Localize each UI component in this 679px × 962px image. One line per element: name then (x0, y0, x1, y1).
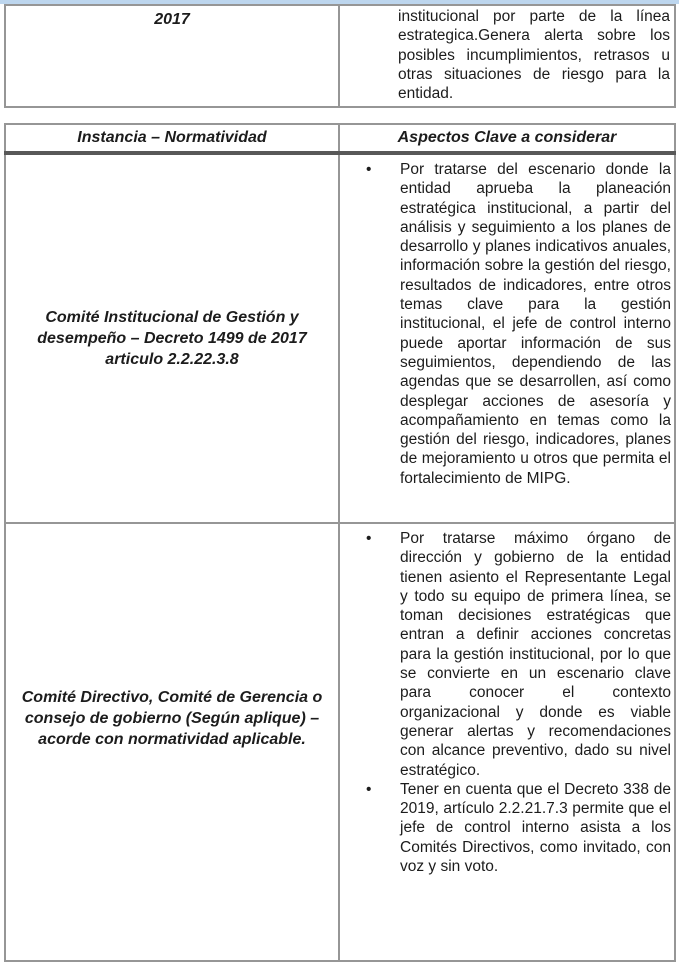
table-header-row (5, 124, 675, 153)
header-instancia-normatividad: Instancia – Normatividad (5, 124, 339, 153)
table-row (5, 153, 675, 523)
aspecto-paragraph: Por tratarse máximo órgano de dirección y gobierno de la entidad tienen asiento el Representante Legal y todo su equipo de primera línea, se toman decisiones estratégicas que entran a definir acciones concretas para la gestión institucional, por lo que se convierte en un escenario clave para conocer el contexto organizacional y donde es viable generar alertas y recomendaciones con alcance preventivo, dado su nivel estratégico. (400, 530, 671, 779)
instancia-cell-comite-institucional (5, 153, 339, 523)
instancia-text: Comité Directivo, Comité de Gerencia o consejo de gobierno (Según aplique) – acorde con normatividad aplicable. (21, 688, 323, 748)
continuation-table (4, 4, 676, 108)
aspecto-paragraph: Por tratarse del escenario donde la entidad aprueba la planeación estratégica institucional, a partir del análisis y seguimiento a los planes de desarrollo y planes indicativos anuales, información sobre la gestión del riesgo, resultados de indicadores, entre otros temas clave para la gestión institucional, el jefe de control interno puede aportar información de sus seguimientos, dependiendo de las agendas que se desarrollen, así como desplegar acciones de asesoría y acompañamiento en temas como la gestión del riesgo, indicadores, planes de mejoramiento u otros que permita el fortalecimiento de MIPG. (400, 161, 671, 487)
table-row (5, 5, 675, 107)
continuation-paragraph: institucional por parte de la línea estrategica.Genera alerta sobre los posibles incumplimientos, retrasos u otras situaciones de riesgo para la entidad. (398, 8, 670, 103)
aspectos-cell (339, 153, 675, 523)
instancia-normatividad-table (4, 123, 676, 962)
continuation-year-text: 2017 (154, 11, 190, 28)
bullet-item (340, 529, 671, 780)
document-page (4, 4, 674, 962)
bullet-icon: • (366, 161, 372, 178)
bullet-item (340, 160, 671, 488)
continuation-left-cell (5, 5, 339, 107)
table-row (5, 523, 675, 961)
instancia-cell-comite-directivo (5, 523, 339, 961)
instancia-text: Comité Institucional de Gestión y desempeño – Decreto 1499 de 2017 articulo 2.2.22.3.8 (37, 309, 307, 368)
continuation-right-cell (339, 5, 675, 107)
aspecto-paragraph: Tener en cuenta que el Decreto 338 de 2019, artículo 2.2.21.7.3 permite que el jefe de control interno asista a los Comités Directivos, como invitado, con voz y sin voto. (400, 780, 671, 876)
header-aspectos-clave: Aspectos Clave a considerar (339, 124, 675, 153)
bullet-icon: • (366, 780, 372, 798)
aspectos-cell (339, 523, 675, 961)
bullet-icon: • (366, 530, 372, 547)
bullet-item (340, 780, 671, 876)
